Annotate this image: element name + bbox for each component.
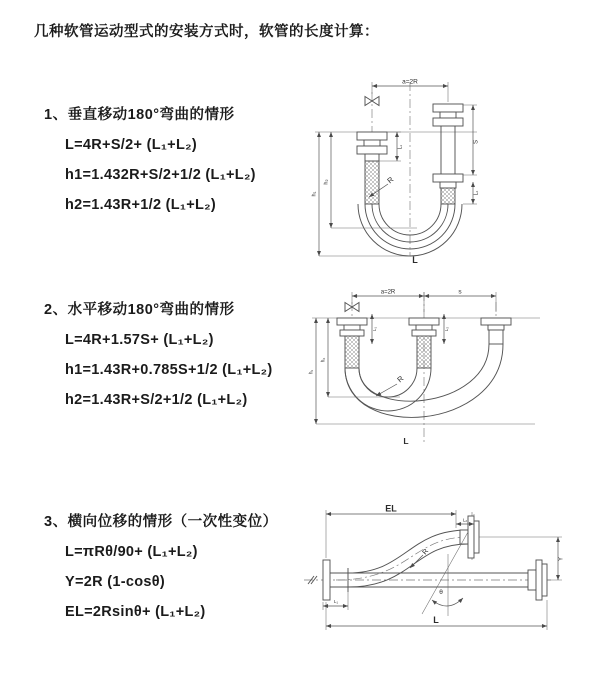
dim-label-radius: R [385,174,396,186]
dim-label-length: L [403,436,409,446]
middle-pipe-assembly [409,318,439,368]
diagram-vertical-move-180-bend [305,70,560,266]
dim-label-end2: L₂ [444,326,449,332]
section-horizontal-move [44,298,273,422]
right-pipe-assembly [481,318,511,344]
braided-hose-section [365,161,379,204]
formula-el: EL=2Rsinθ+ (L₁+L₂) [65,604,206,620]
dim-end2 [444,314,449,344]
dim-label-angle: θ [439,589,443,596]
dim-label-end2: L₂ [462,517,468,523]
dim-label-radius: R [421,547,431,557]
dim-label-length: L [412,255,418,265]
formula-length: L=4R+S/2+ (L₁+L₂) [65,137,197,153]
angle-construction [422,532,468,616]
right-pipe-assembly [433,104,463,204]
dim-label-end1: L₁ [397,144,404,150]
dim-end2 [463,182,480,204]
dim-label-end1: L₁ [333,599,339,604]
dim-label-stroke: S [473,139,480,145]
dim-label-h2: h₂ [320,357,327,363]
formula-length: L=πRθ/90+ (L₁+L₂) [65,544,198,560]
formula-h1: h1=1.432R+S/2+1/2 (L₁+L₂) [65,167,256,183]
dim-stroke [463,105,480,175]
diagram-horizontal-move-180-bend [300,282,565,450]
dim-radius [410,548,430,568]
formula-h1: h1=1.43R+0.785S+1/2 (L₁+L₂) [65,362,273,378]
section-1-heading: 1、垂直移动180°弯曲的情形 [44,107,235,123]
formula-length: L=4R+1.57S+ (L₁+L₂) [65,332,214,348]
section-2-heading: 2、水平移动180°弯曲的情形 [44,302,235,318]
centerlines [304,512,552,580]
section-lateral-displacement [44,510,278,634]
dim-offset [479,537,565,580]
left-pipe-assembly [337,318,367,368]
dim-label-offset: Y [558,556,565,562]
dim-length [326,600,547,630]
diagram-lateral-displacement [296,502,586,642]
braided-hose-section [345,336,359,368]
dim-label-span: a=2R [402,78,418,86]
dim-label-end2: L₂ [473,190,480,196]
formula-h2: h2=1.43R+1/2 (L₁+L₂) [65,197,217,213]
dim-label-h1: h₁ [308,369,315,375]
dim-label-length: L [433,615,439,625]
dim-radius [376,374,406,396]
formula-offset: Y=2R (1-cosθ) [65,574,165,590]
left-pipe-assembly [357,132,387,204]
dim-label-h2: h₂ [323,179,330,185]
dim-label-span: a=2R [380,289,396,296]
dim-end1 [372,314,377,344]
braided-hose-section [441,188,455,204]
section-3-heading: 3、横向位移的情形（一次性变位） [44,514,278,530]
dim-span [352,289,496,313]
section-vertical-move [44,103,256,227]
dim-label-el: EL [385,503,397,514]
dim-label-end1: L₁ [372,326,377,332]
dim-label-stroke: s [458,288,462,296]
dim-label-h1: h₁ [311,191,318,197]
page-title: 几种软管运动型式的安装方式时，软管的长度计算： [34,24,379,40]
braided-hose-section [417,336,431,368]
dim-label-radius: R [395,373,406,385]
formula-h2: h2=1.43R+S/2+1/2 (L₁+L₂) [65,392,248,408]
